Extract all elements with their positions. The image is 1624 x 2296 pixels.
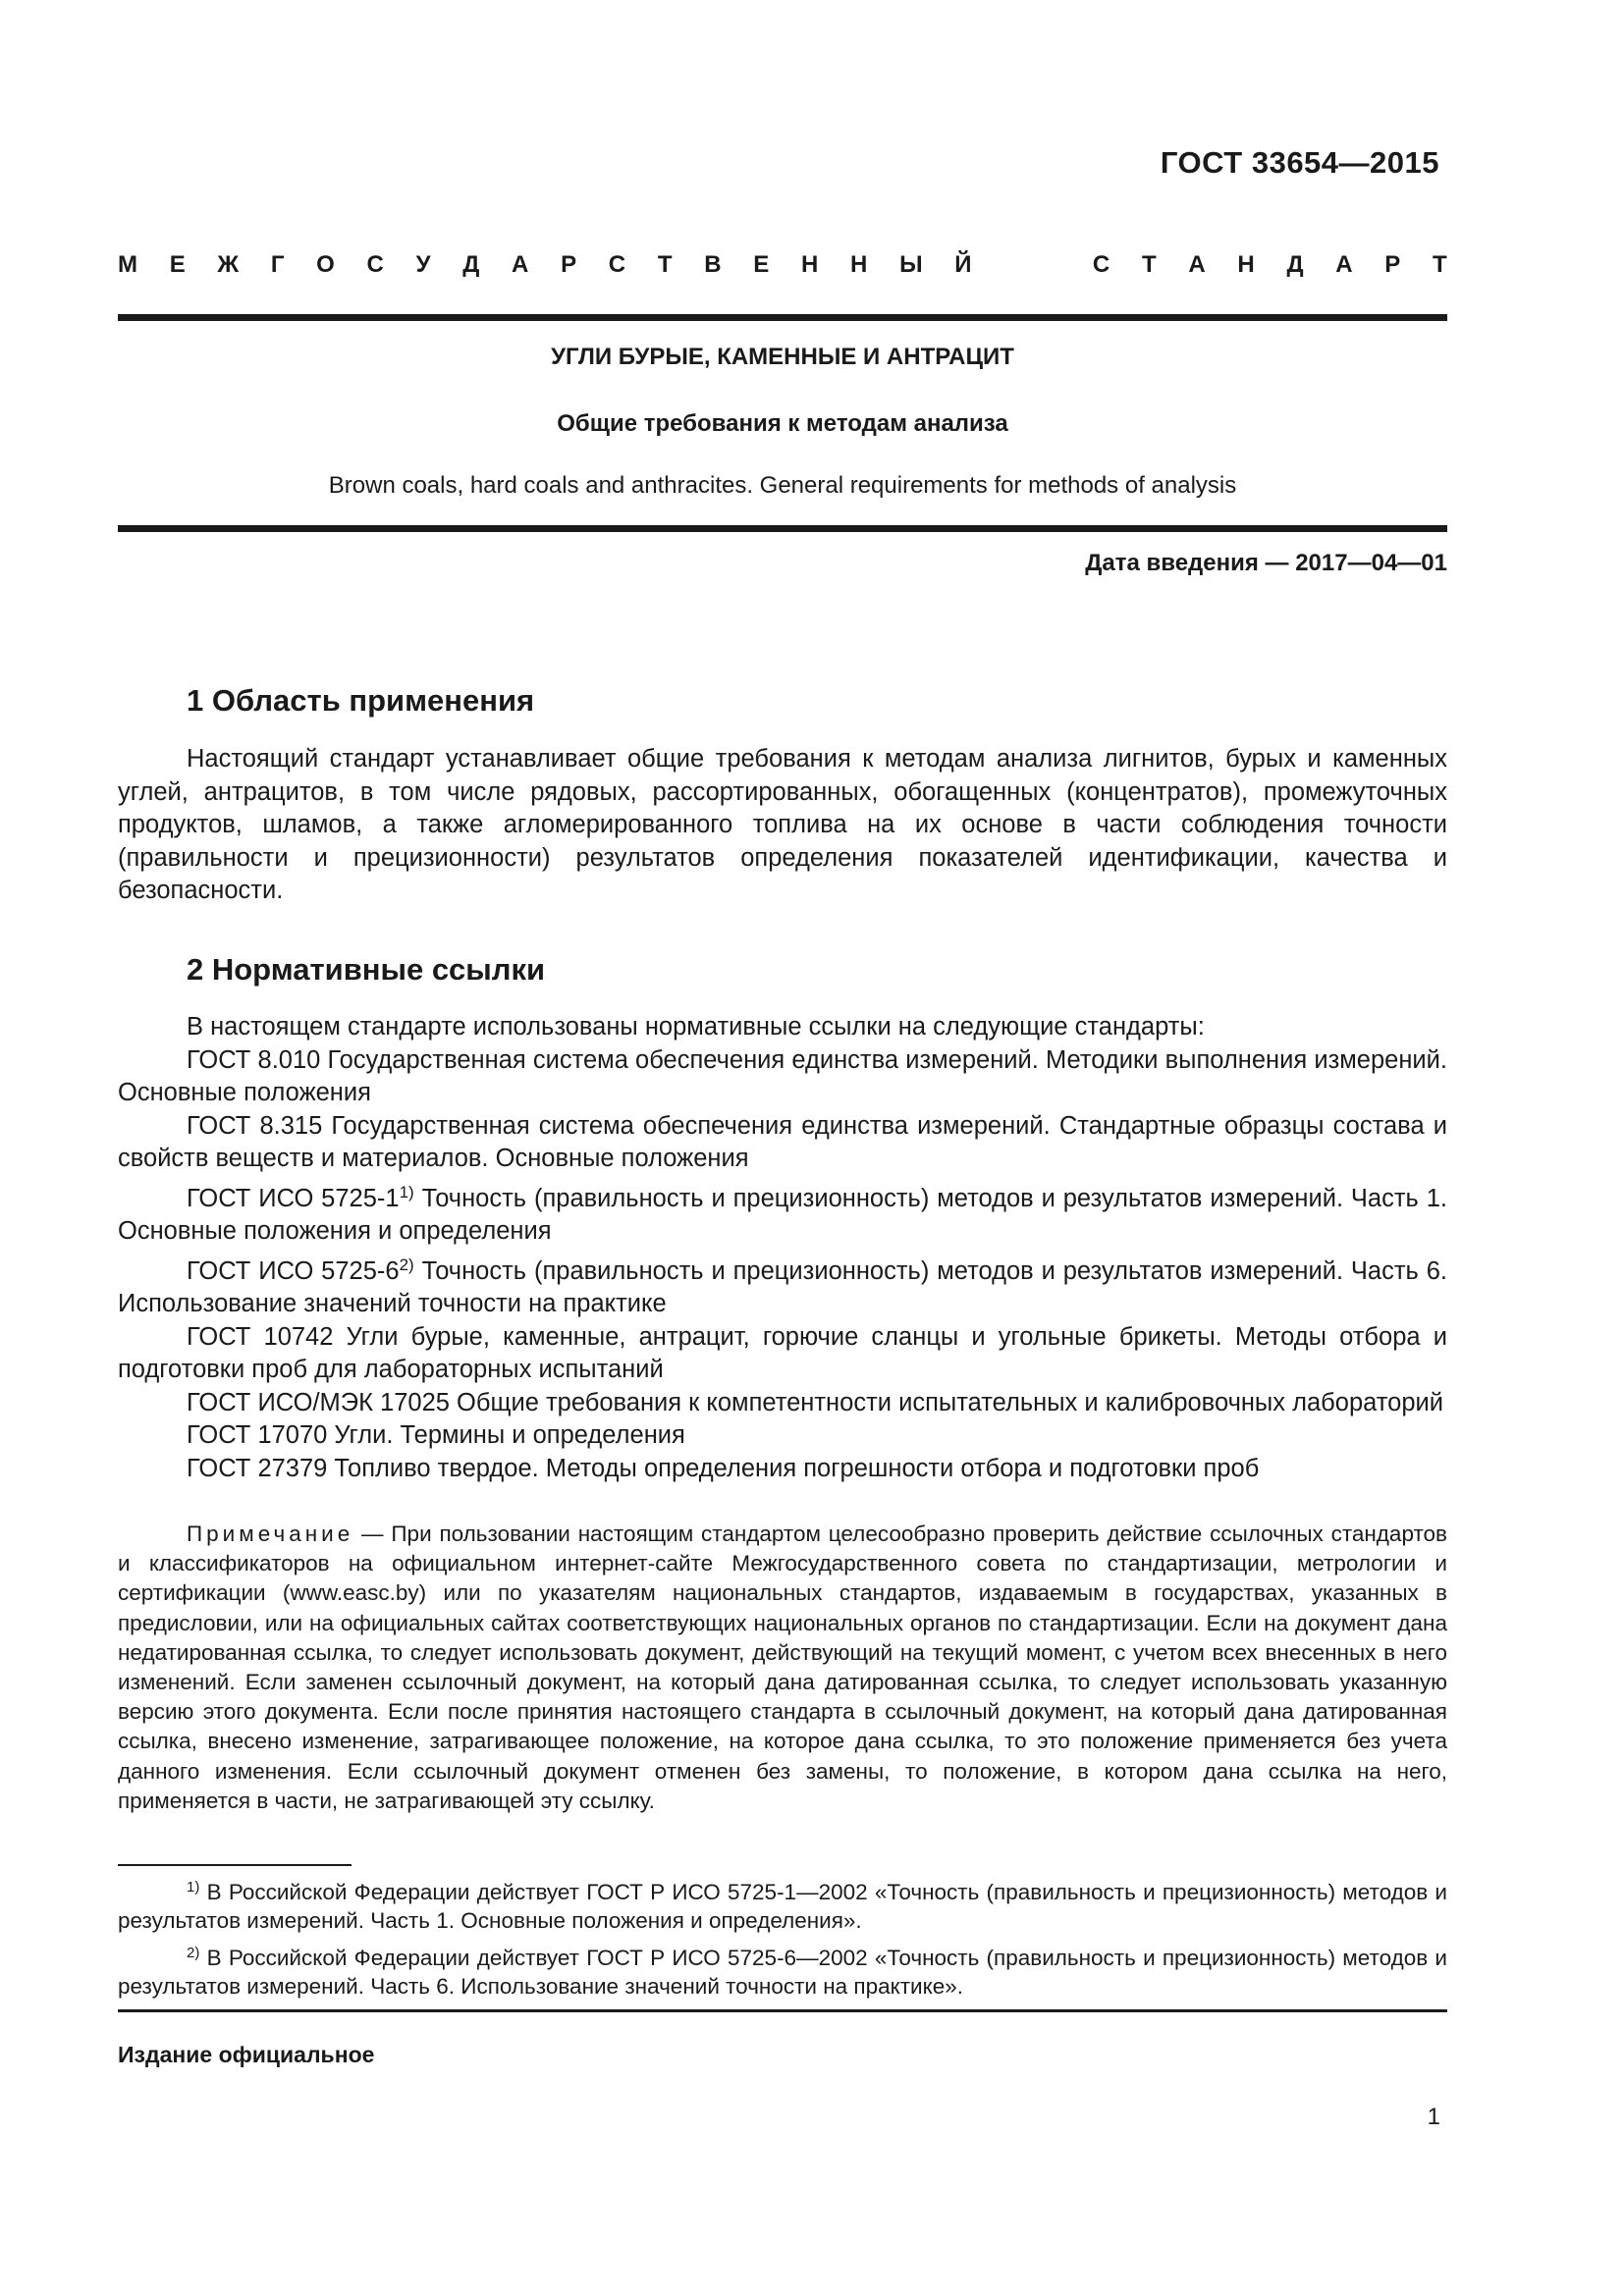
letter: Т <box>1433 251 1447 278</box>
letter: Н <box>1237 251 1255 278</box>
letter: Д <box>462 251 480 278</box>
edition-label: Издание официальное <box>118 2042 375 2067</box>
footnote-mark: 1) <box>187 1879 200 1896</box>
letter: У <box>415 251 431 278</box>
note-label: Примечание <box>187 1522 354 1546</box>
note-text: — При пользовании настоящим стандартом целесообразно проверить действие ссылочных стандартов и классификаторов на официальном интернет-сайте Межгосударственного совета по стандартизации, метрологии и сертификации (www.easc.by) или по указателям национальных стандартов, издаваемым в государствах, указанных в предисловии, или на официальных сайтах соответствующих национальных органов по стандартизации. Если на документ дана недатированная ссылка, то следует использовать документ, действующий на текущий момент, с учетом всех внесенных в него изменений. Если заменен ссылочный документ, на который дана датированная ссылка, то следует использовать указанную версию этого документа. Если после принятия настоящего стандарта в ссылочный документ, на который дана датированная ссылка, внесено изменение, затрагивающее положение, на которое дана ссылка, то это положение применяется без учета данного изменения. Если ссылочный документ отменен без замены, то положение, в котором дана ссылка на него, применяется в части, не затрагивающей эту ссылку. <box>118 1522 1447 1813</box>
reference-item: ГОСТ 8.315 Государственная система обеспечения единства измерений. Стандартные образцы состава и свойств веществ и материалов. Основные положения <box>118 1111 1447 1172</box>
letter: Т <box>1141 251 1157 278</box>
section-1-heading: 1 Область применения <box>187 683 535 718</box>
letter: С <box>366 251 384 278</box>
header-rule <box>118 314 1447 321</box>
footnote-separator <box>118 1864 352 1866</box>
footnote-mark: 2) <box>399 1255 414 1274</box>
interstate-standard-heading <box>118 251 1447 279</box>
footnote-text: В Российской Федерации действует ГОСТ Р ИСО 5725-1—2002 «Точность (правильность и прецизионность) методов и результатов измерений. Часть 1. Основные положения и определения». <box>118 1880 1447 1933</box>
english-title: Brown coals, hard coals and anthracites. General requirements for methods of analysis <box>328 472 1237 499</box>
page-number: 1 <box>1427 2104 1440 2130</box>
references-intro: В настоящем стандарте использованы нормативные ссылки на следующие стандарты: <box>187 1013 1205 1041</box>
title-rule <box>118 525 1447 532</box>
letter: О <box>316 251 335 278</box>
letter: С <box>1092 251 1110 278</box>
letter: А <box>512 251 529 278</box>
section-2-heading: 2 Нормативные ссылки <box>187 952 546 987</box>
letter: Ы <box>899 251 923 278</box>
letter: Е <box>753 251 770 278</box>
reference-code: ГОСТ ИСО 5725-1 <box>187 1184 400 1212</box>
reference-item <box>118 1249 1447 1321</box>
reference-item: ГОСТ 17070 Угли. Термины и определения <box>187 1421 685 1449</box>
footer-rule <box>118 2009 1447 2012</box>
standard-code: ГОСТ 33654—2015 <box>1160 145 1439 180</box>
letter: Н <box>850 251 868 278</box>
letter: Е <box>169 251 186 278</box>
document-subtitle: Общие требования к методам анализа <box>557 410 1008 437</box>
letter: Р <box>1384 251 1401 278</box>
letter: Г <box>270 251 285 278</box>
letter: С <box>608 251 626 278</box>
scope-paragraph: Настоящий стандарт устанавливает общие требования к методам анализа лигнитов, бурых и каменных углей, антрацитов, в том числе рядовых, рассортированных, обогащенных (концентратов), промежуточных продуктов, шламов, а также агломерированного топлива на их основе в части соблюдения точности (правильности и прецизионности) результатов определения показателей идентификации, качества и безопасности. <box>118 745 1447 904</box>
note-paragraph <box>118 1520 1447 1816</box>
reference-item: ГОСТ 8.010 Государственная система обеспечения единства измерений. Методики выполнения измерений. Основные положения <box>118 1045 1447 1106</box>
reference-item: ГОСТ 10742 Угли бурые, каменные, антрацит, горючие сланцы и угольные брикеты. Методы отбора и подготовки проб для лабораторных испытаний <box>118 1322 1447 1383</box>
letter: Ж <box>217 251 240 278</box>
document-title: УГЛИ БУРЫЕ, КАМЕННЫЕ И АНТРАЦИТ <box>551 344 1014 370</box>
letter: Р <box>561 251 577 278</box>
reference-title: Точность (правильность и прецизионность) методов и результатов измерений. Часть 6. Использование значений точности на практике <box>118 1256 1447 1317</box>
reference-item <box>118 1176 1447 1249</box>
footnote-2 <box>118 1939 1447 2001</box>
introduction-date: Дата введения — 2017—04—01 <box>1085 550 1447 576</box>
letter: М <box>118 251 137 278</box>
letter: В <box>704 251 722 278</box>
note-block <box>118 1520 1447 1816</box>
letter: Й <box>954 251 972 278</box>
letter: А <box>1335 251 1353 278</box>
reference-title: Точность (правильность и прецизионность) методов и результатов измерений. Часть 1. Основные положения и определения <box>118 1184 1447 1245</box>
footnote-mark: 1) <box>399 1182 414 1201</box>
section-1-body <box>118 743 1447 908</box>
footnote-1 <box>118 1873 1447 1935</box>
footnote-text: В Российской Федерации действует ГОСТ Р ИСО 5725-6—2002 «Точность (правильность и прецизионность) методов и результатов измерений. Часть 6. Использование значений точности на практике». <box>118 1946 1447 1999</box>
reference-item: ГОСТ ИСО/МЭК 17025 Общие требования к компетентности испытательных и калибровочных лабораторий <box>187 1388 1443 1416</box>
footnotes <box>118 1873 1447 2004</box>
word-gap <box>1003 251 1060 279</box>
reference-code: ГОСТ ИСО 5725-6 <box>187 1256 400 1285</box>
letter: Н <box>800 251 819 278</box>
reference-item: ГОСТ 27379 Топливо твердое. Методы определения погрешности отбора и подготовки проб <box>187 1454 1260 1482</box>
letter: А <box>1188 251 1206 278</box>
section-2-body <box>118 1011 1447 1485</box>
letter: Д <box>1286 251 1304 278</box>
letter: Т <box>657 251 673 278</box>
footnote-mark: 2) <box>187 1945 200 1961</box>
